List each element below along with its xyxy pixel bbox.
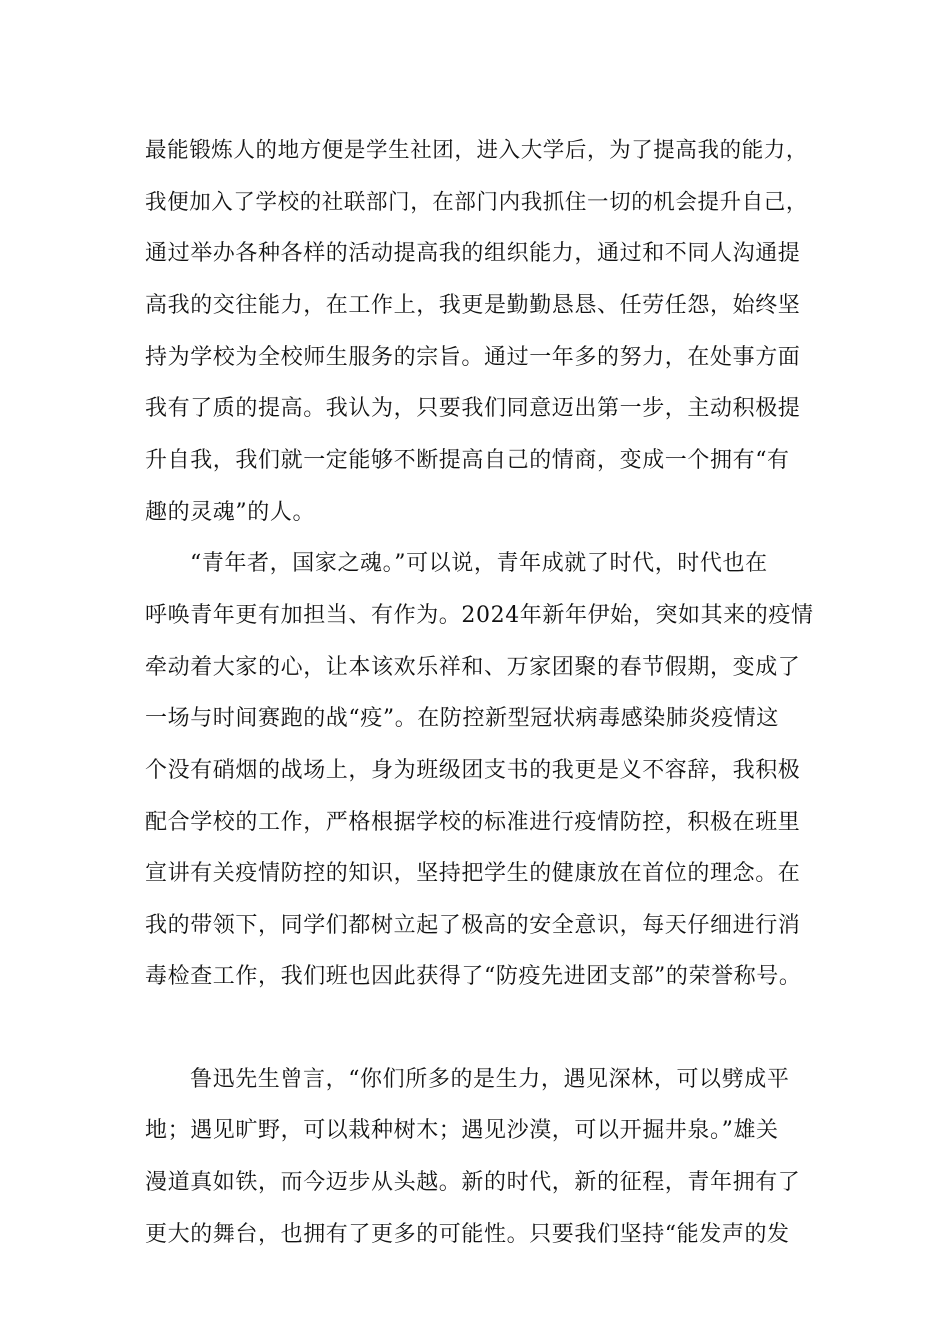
paragraph-2-line-6: 配合学校的工作，严格根据学校的标准进行疫情防控，积极在班里	[145, 810, 801, 835]
paragraph-1-line-2: 我便加入了学校的社联部门，在部门内我抓住一切的机会提升自己，	[145, 190, 809, 215]
paragraph-1-line-4: 高我的交往能力，在工作上，我更是勤勤恳恳、任劳任怨，始终坚	[145, 293, 801, 318]
paragraph-1-line-5: 持为学校为全校师生服务的宗旨。通过一年多的努力，在处事方面	[145, 345, 801, 370]
paragraph-2-line-8: 我的带领下，同学们都树立起了极高的安全意识，每天仔细进行消	[145, 913, 801, 938]
paragraph-2-line-7: 宣讲有关疫情防控的知识，坚持把学生的健康放在首位的理念。在	[145, 861, 801, 886]
paragraph-2-line-9: 毒检查工作，我们班也因此获得了“防疫先进团支部”的荣誉称号。	[145, 964, 802, 989]
paragraph-1-line-1: 最能锻炼人的地方便是学生社团，进入大学后，为了提高我的能力，	[145, 138, 809, 163]
paragraph-1-line-3: 通过举办各种各样的活动提高我的组织能力，通过和不同人沟通提	[145, 241, 801, 266]
paragraph-3-line-3: 漫道真如铁，而今迈步从头越。新的时代，新的征程，青年拥有了	[145, 1170, 801, 1195]
paragraph-1-line-7: 升自我，我们就一定能够不断提高自己的情商，变成一个拥有“有	[145, 448, 790, 473]
paragraph-2-line-3: 牵动着大家的心，让本该欢乐祥和、万家团聚的春节假期，变成了	[145, 655, 801, 680]
paragraph-1-line-8: 趣的灵魂”的人。	[145, 500, 316, 525]
paragraph-2-line-4: 一场与时间赛跑的战“疫”。在防控新型冠状病毒感染肺炎疫情这	[145, 706, 779, 731]
paragraph-3-line-2: 地；遇见旷野，可以栽种树木；遇见沙漠，可以开掘井泉。”雄关	[145, 1118, 779, 1143]
paragraph-2-line-1: “青年者，国家之魂。”可以说，青年成就了时代，时代也在	[190, 551, 768, 576]
paragraph-3-line-4: 更大的舞台，也拥有了更多的可能性。只要我们坚持“能发声的发	[145, 1222, 790, 1247]
paragraph-2-line-2: 呼唤青年更有加担当、有作为。2024年新年伊始，突如其来的疫情	[145, 603, 814, 628]
paragraph-2-line-5: 个没有硝烟的战场上，身为班级团支书的我更是义不容辞，我积极	[145, 758, 801, 783]
paragraph-3-line-1: 鲁迅先生曾言，“你们所多的是生力，遇见深林，可以劈成平	[190, 1067, 790, 1092]
paragraph-1-line-6: 我有了质的提高。我认为，只要我们同意迈出第一步，主动积极提	[145, 396, 801, 421]
